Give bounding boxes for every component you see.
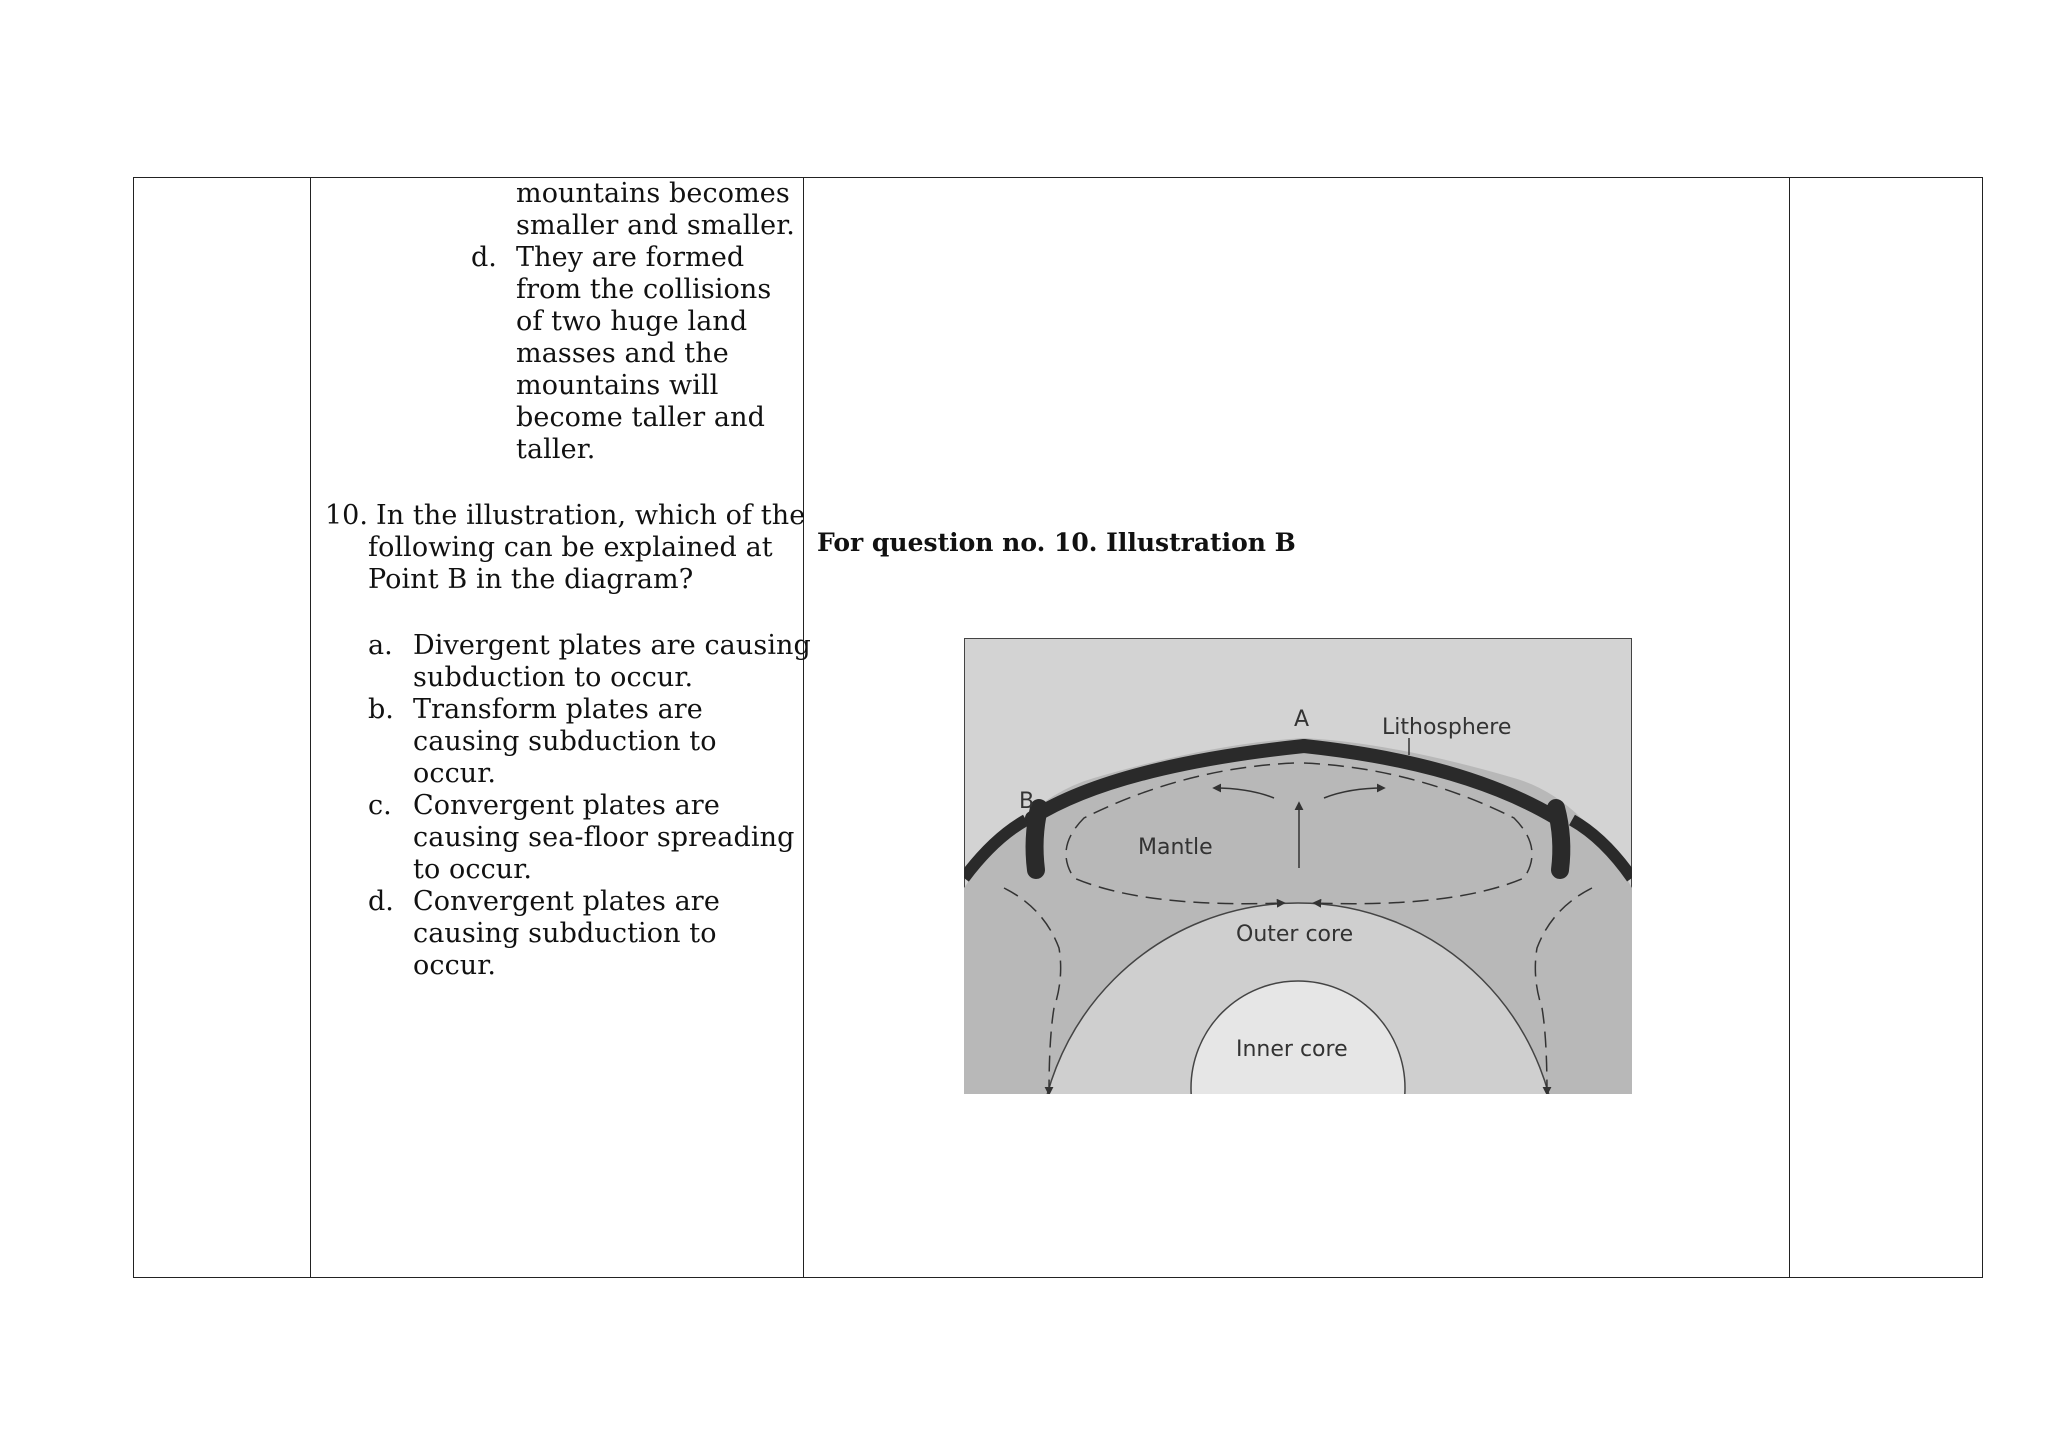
option-text-line: causing subduction to <box>413 918 717 949</box>
continuation-line: mountains becomes <box>516 178 790 209</box>
option-letter: c. <box>368 790 392 821</box>
question-text-line: following can be explained at <box>368 532 773 563</box>
column-divider-2 <box>803 178 804 1277</box>
option-text-line: Divergent plates are causing <box>413 630 811 661</box>
option-text-line: Convergent plates are <box>413 886 720 917</box>
column-divider-1 <box>310 178 311 1277</box>
inner-core-label: Inner core <box>1236 1037 1348 1062</box>
option-text-line: of two huge land <box>516 306 748 337</box>
option-text-line: They are formed <box>516 242 745 273</box>
option-text-line: from the collisions <box>516 274 772 305</box>
option-text-line: causing sea-floor spreading <box>413 822 795 853</box>
option-letter: d. <box>471 242 497 273</box>
option-text-line: occur. <box>413 758 497 789</box>
lithosphere-label: Lithosphere <box>1382 715 1512 740</box>
option-text-line: Convergent plates are <box>413 790 720 821</box>
option-text-line: causing subduction to <box>413 726 717 757</box>
earth-cross-section-diagram <box>964 638 1632 1094</box>
option-text-line: masses and the <box>516 338 729 369</box>
point-a-label: A <box>1294 707 1310 732</box>
illustration-caption: For question no. 10. Illustration B <box>817 528 1296 557</box>
question-text-line: In the illustration, which of the <box>376 500 806 531</box>
subducting-slab-right <box>1556 808 1561 870</box>
option-text-line: subduction to occur. <box>413 662 694 693</box>
column-divider-3 <box>1789 178 1790 1277</box>
question-text-line: Point B in the diagram? <box>368 564 694 595</box>
outer-core-label: Outer core <box>1236 922 1354 947</box>
continuation-line: smaller and smaller. <box>516 210 795 241</box>
option-text-line: taller. <box>516 434 596 465</box>
option-text-line: Transform plates are <box>413 694 703 725</box>
option-text-line: mountains will <box>516 370 719 401</box>
mantle-label: Mantle <box>1138 835 1213 860</box>
option-text-line: occur. <box>413 950 497 981</box>
option-text-line: to occur. <box>413 854 532 885</box>
option-text-line: become taller and <box>516 402 765 433</box>
subducting-slab-left <box>1035 808 1039 870</box>
point-b-label: B <box>1019 789 1035 814</box>
option-letter: d. <box>368 886 394 917</box>
option-letter: b. <box>368 694 394 725</box>
question-number: 10. <box>325 500 368 531</box>
option-letter: a. <box>368 630 393 661</box>
